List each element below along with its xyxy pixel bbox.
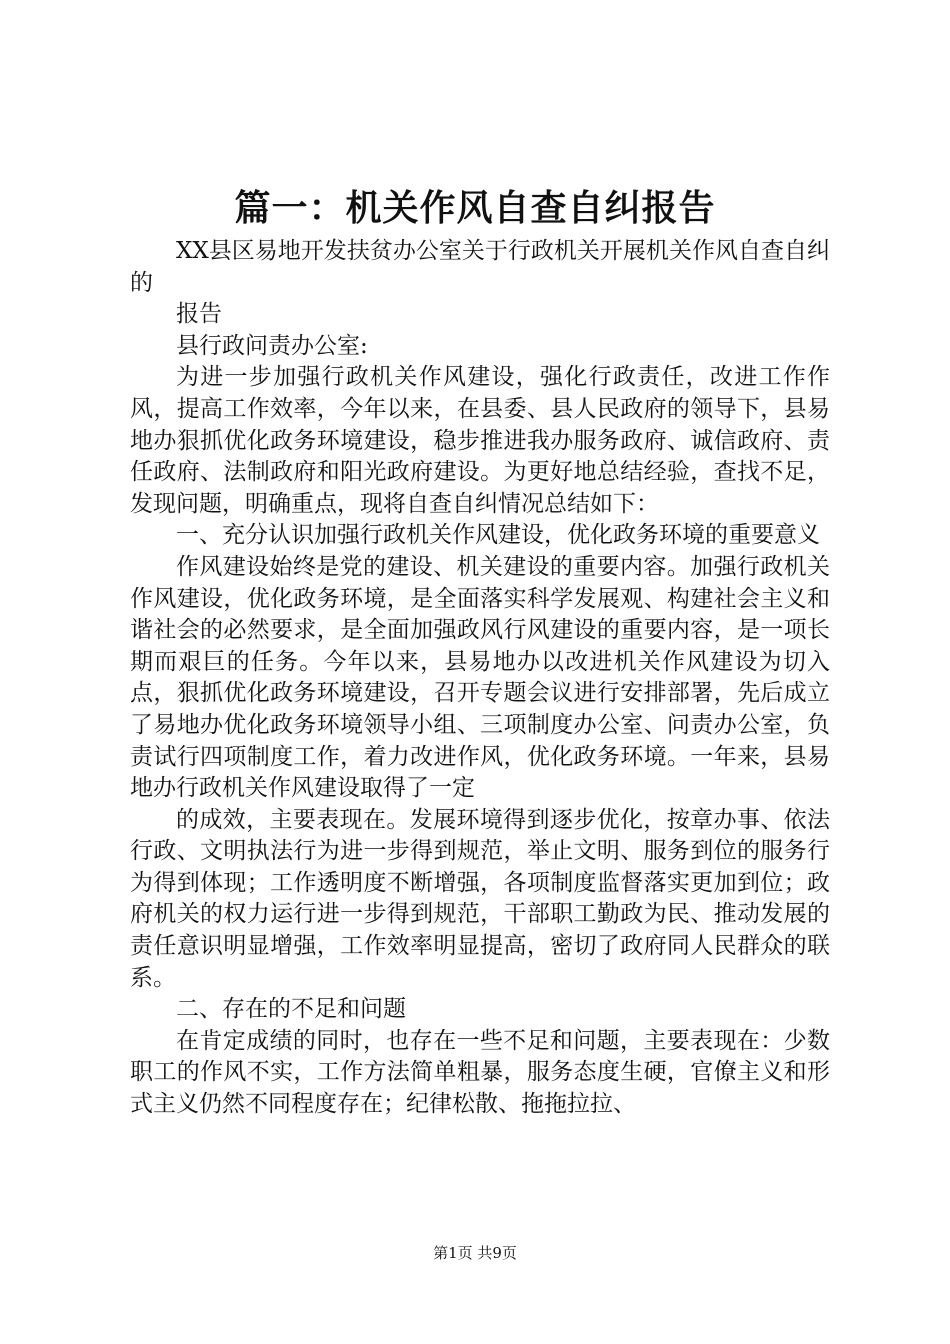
section-heading-1: 一、充分认识加强行政机关作风建设，优化政务环境的重要意义 [176,522,820,549]
document-body [130,236,830,1121]
paragraph-section-1-results: 的成效，主要表现在。发展环境得到逐步优化，按章办事、依法行政、文明执法行为进一步得到规范，举止文明、服务到位的服务行为得到体现；工作透明度不断增强，各项制度监督落实更加到位；政府机关的权力运行进一步得到规范，干部职工勤政为民、推动发展的责任意识明显增强，工作效率明显提高，密切了政府同人民群众的联系。 [130,806,830,991]
paragraph-heading-line: XX县区易地开发扶贫办公室关于行政机关开展机关作风自查自纠的 [130,238,830,296]
paragraph-section-2-body: 在肯定成绩的同时，也存在一些不足和问题，主要表现在：少数职工的作风不实，工作方法简单粗暴，服务态度生硬，官僚主义和形式主义仍然不同程度存在；纪律松散、拖拖拉拉、 [130,1027,830,1118]
document-title: 篇一：机关作风自查自纠报告 [234,187,716,229]
paragraph-section-1-body: 作风建设始终是党的建设、机关建设的重要内容。加强行政机关作风建设，优化政务环境，是全面落实科学发展观、构建社会主义和谐社会的必然要求，是全面加强政风行风建设的重要内容，是一项长期而艰巨的任务。今年以来，县易地办以改进机关作风建设为切入点，狠抓优化政务环境建设，召开专题会议进行安排部署，先后成立了易地办优化政务环境领导小组、三项制度办公室、问责办公室，负责试行四项制度工作，着力改进作风，优化政务环境。一年来，县易地办行政机关作风建设取得了一定 [130,553,830,802]
paragraph-addressee: 县行政问责办公室: [176,332,368,359]
page-number-footer: 第1页 共9页 [433,1244,517,1262]
paragraph-intro: 为进一步加强行政机关作风建设，强化行政责任，改进工作作风，提高工作效率，今年以来，在县委、县人民政府的领导下，县易地办狠抓优化政务环境建设，稳步推进我办服务政府、诚信政府、责任政府、法制政府和阳光政府建设。为更好地总结经验，查找不足，发现问题，明确重点，现将自查自纠情况总结如下： [130,364,830,517]
section-heading-2: 二、存在的不足和问题 [176,996,406,1023]
paragraph-report-word: 报告 [176,301,222,328]
